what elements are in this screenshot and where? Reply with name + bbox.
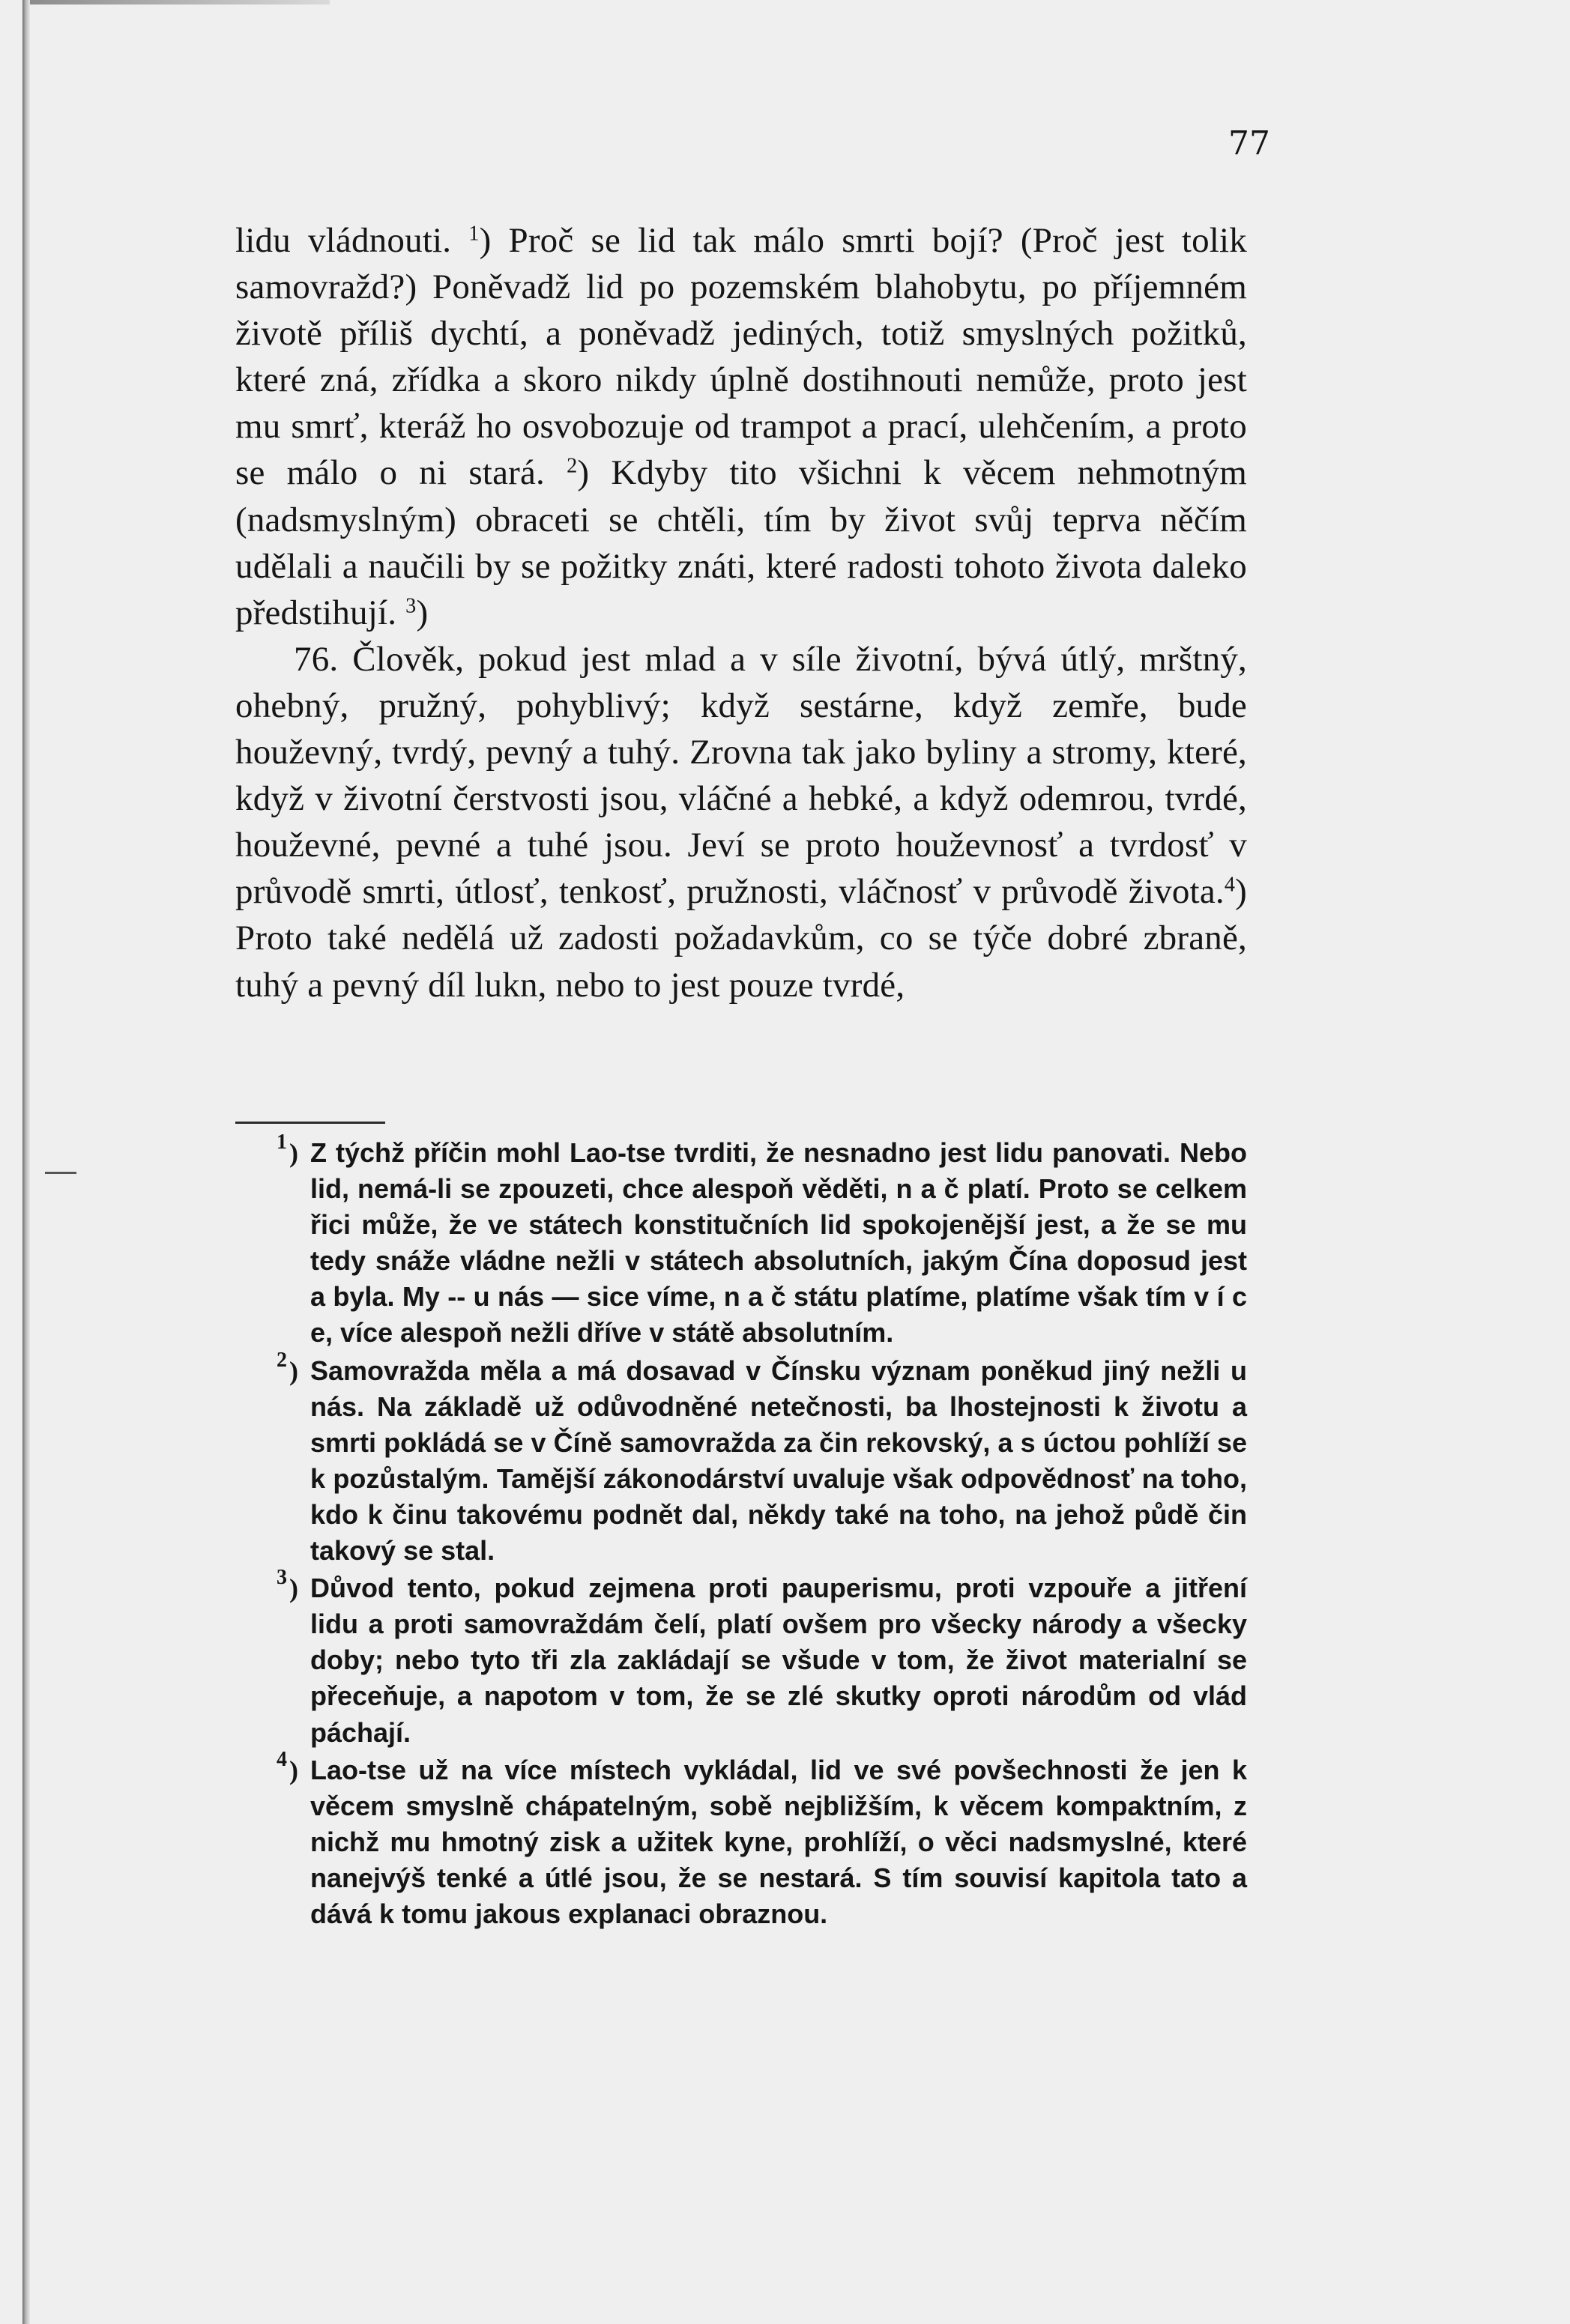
footnote-2 (235, 1348, 1247, 1570)
footnote-3 (235, 1566, 1247, 1750)
footnotes (235, 1131, 1247, 1934)
text-segment: ) Kdyby tito všichni k věcem nehmotným (nadsmyslným) obraceti se chtěli, tím by život svůj teprva něčím udělali a naučili by se požitky znáti, které radosti tohoto života daleko předstihují. (235, 453, 1248, 632)
footnote-marker: 1 (277, 1131, 287, 1154)
footnote-text: Lao-tse už na více místech vykládal, lid ve své povšechnosti že jen k věcem smyslně chápatelným, sobě nejbližším, k věcem kompaktním, z nichž mu hmotný zisk a užitek kyne, prohlíží, o věci nadsmyslné, které nanejvýš tenké a útlé jsou, že se nestará. S tím souvisí kapitola tato a dává k tomu jakous explanaci obraznou. (310, 1754, 1247, 1929)
scan-binding-edge (22, 0, 30, 2324)
footnote-text: Důvod tento, pokud zejmena proti pauperismu, proti vzpouře a jitření lidu a proti samovraždám čelí, platí ovšem pro všecky národy a všecky doby; nebo tyto tři zla zakládají se všude v tom, že život materialní se přeceňuje, a napotom v tom, že se zlé skutky oproti národům od vlád páchají. (310, 1573, 1247, 1748)
paragraph-76 (235, 636, 1247, 1008)
footnote-paren: ) (289, 1755, 298, 1785)
page-number: 77 (1228, 124, 1270, 163)
margin-mark (45, 1172, 76, 1174)
footnote-marker: 4 (277, 1747, 287, 1771)
text-segment: ) (416, 593, 429, 632)
scan-top-edge (30, 0, 330, 4)
text-segment: ) Proto také nedělá už zadosti požadavkům, co se týče dobré zbraně, tuhý a pevný díl lukn, nebo to jest pouze tvrdé, (235, 872, 1247, 1005)
footnote-paren: ) (289, 1573, 298, 1604)
footnote-text: Samovražda měla a má dosavad v Čínsku význam poněkud jiný nežli u nás. Na základě už odůvodněné netečnosti, ba lhostejnosti k životu a smrti pokládá se v Číně samovražda za čin rekovský, a s úctou pohlíží se k pozůstalým. Tamější zákonodárství uvaluje však odpovědnosť na toho, kdo k činu takovému podnět dal, někdy také na toho, na jehož půdě čin takový se stal. (310, 1355, 1247, 1567)
footnote-ref: 3 (405, 594, 417, 618)
footnote-marker: 2 (277, 1348, 287, 1372)
footnote-text: Z týchž příčin mohl Lao-tse tvrditi, že nesnadno jest lidu panovati. Nebo lid, nemá-li se zpouzeti, chce alespoň věděti, n a č platí. Proto se celkem řici může, že ve státech konstitučních lid spokojenější jest, a že se mu tedy snáže vládne nežli v státech absolutních, jakým Čína doposud jest a byla. My -- u nás — sice víme, n a č státu platíme, platíme však tím v í c e, více alespoň nežli dříve v státě absolutním. (310, 1137, 1247, 1349)
footnote-1 (235, 1131, 1247, 1352)
footnote-divider (235, 1122, 385, 1124)
footnote-ref: 4 (1224, 873, 1236, 897)
footnote-4 (235, 1747, 1247, 1932)
footnote-paren: ) (289, 1355, 298, 1386)
text-segment: lidu vládnouti. (235, 221, 452, 260)
footnote-ref: 1 (468, 222, 480, 246)
footnote-ref: 2 (567, 454, 578, 478)
footnote-marker: 3 (277, 1566, 287, 1590)
footnote-paren: ) (289, 1138, 298, 1168)
text-segment: 76. Člověk, pokud jest mlad a v síle životní, bývá útlý, mrštný, ohebný, pružný, pohyblivý; když sestárne, když zemře, bude houževný, tvrdý, pevný a tuhý. Zrovna tak jako byliny a stromy, které, když v životní čerstvosti jsou, vláčné a hebké, a když odemrou, tvrdé, houževné, pevné a tuhé jsou. Jeví se proto houževnosť a tvrdosť v průvodě smrti, útlosť, tenkosť, pružnosti, vláčnosť v průvodě života. (235, 639, 1247, 912)
main-text (235, 217, 1247, 1008)
paragraph-continuation (235, 217, 1247, 636)
text-segment: ) Proč se lid tak málo smrti bojí? (Proč jest tolik samovražd?) Poněvadž lid po pozemském blahobytu, po příjemném životě příliš dychtí, a poněvadž jediných, totiž smyslných požitků, které zná, zřídka a skoro nikdy úplně dostihnouti nemůže, proto jest mu smrť, kteráž ho osvobozuje od trampot a prací, ulehčením, a proto se málo o ni stará. (235, 221, 1247, 493)
